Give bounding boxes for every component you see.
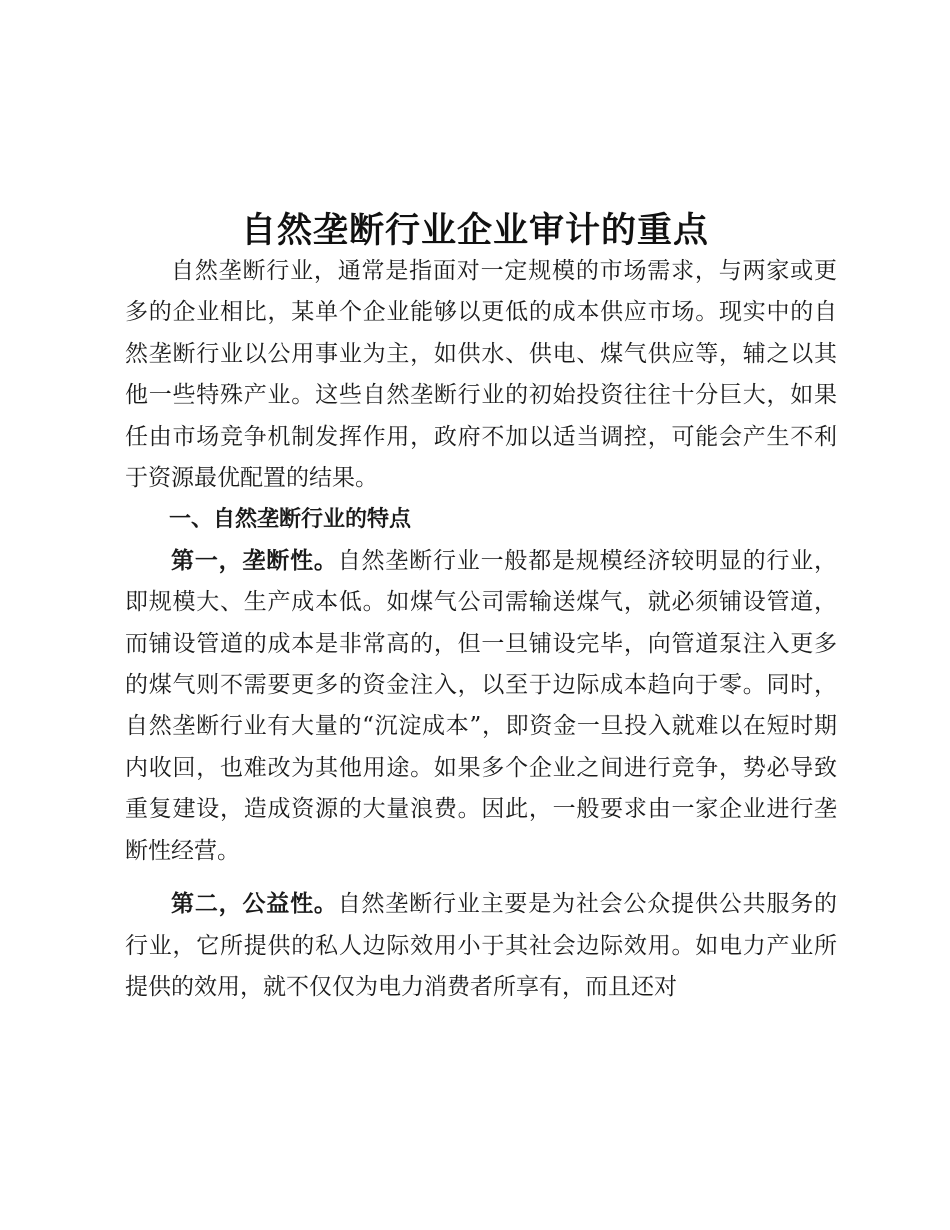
document-body: [125, 251, 837, 1008]
point-public-welfare-text: 自然垄断行业主要是为社会公众提供公共服务的行业，它所提供的私人边际效用小于其社会边际效用。如电力产业所提供的效用，就不仅仅为电力消费者所享有，而且还对: [125, 891, 838, 1000]
point-monopoly-paragraph: [125, 541, 837, 872]
intro-paragraph: 自然垄断行业，通常是指面对一定规模的市场需求，与两家或更多的企业相比，某单个企业能够以更低的成本供应市场。现实中的自然垄断行业以公用事业为主，如供水、供电、煤气供应等，辅之以其他一些特殊产业。这些自然垄断行业的初始投资往往十分巨大，如果任由市场竞争机制发挥作用，政府不加以适当调控，可能会产生不利于资源最优配置的结果。: [125, 258, 837, 492]
section-heading-characteristics: 一、自然垄断行业的特点: [169, 507, 412, 533]
point-public-welfare-lead: 第二，公益性。: [171, 891, 338, 918]
point-monopoly-lead: 第一，垄断性。: [171, 547, 338, 574]
point-monopoly-text: 自然垄断行业一般都是规模经济较明显的行业，即规模大、生产成本低。如煤气公司需输送煤气，就必须铺设管道，而铺设管道的成本是非常高的，但一旦铺设完毕，向管道泵注入更多的煤气则不需要更多的资金注入，以至于边际成本趋向于零。同时，自然垄断行业有大量的“沉淀成本”，即资金一旦投入就难以在短时期内收回，也难改为其他用途。如果多个企业之间进行竞争，势必导致重复建设，造成资源的大量浪费。因此，一般要求由一家企业进行垄断性经营。: [125, 547, 838, 864]
point-public-welfare-paragraph: [125, 884, 837, 1008]
document-title: 自然垄断行业企业审计的重点: [240, 210, 709, 251]
